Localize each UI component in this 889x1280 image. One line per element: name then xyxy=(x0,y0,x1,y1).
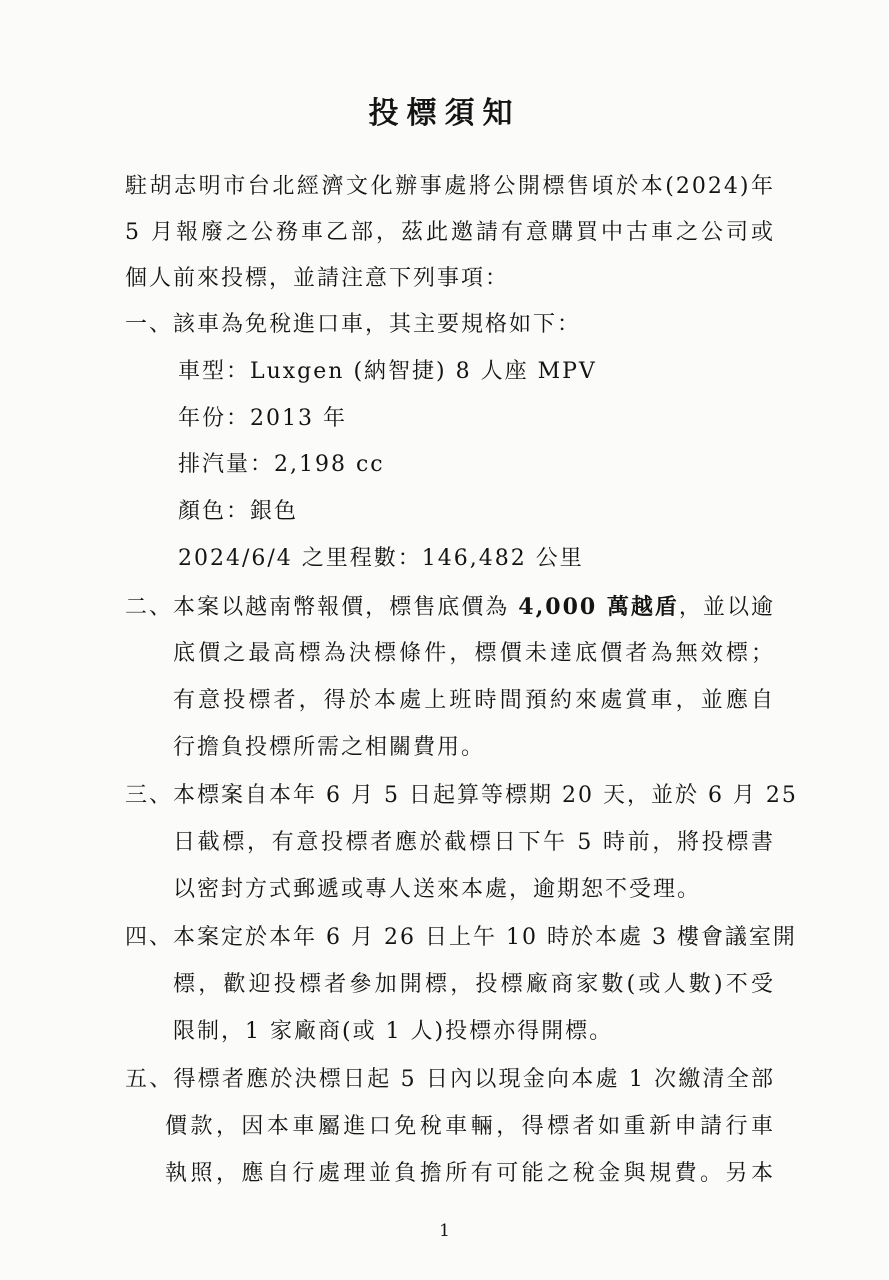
item-2-line-1 xyxy=(125,592,775,623)
spec-year: 年份：2013 年 xyxy=(178,406,347,431)
spec-mileage: 2024/6/4 之里程數：146,482 公里 xyxy=(178,546,584,571)
item-3-line-1: 三、本標案自本年 6 月 5 日起算等標期 20 天，並於 6 月 25 xyxy=(125,783,798,808)
intro-line-3: 個人前來投標，並請注意下列事項： xyxy=(125,266,510,291)
spec-model: 車型：Luxgen (納智捷) 8 人座 MPV xyxy=(178,359,597,384)
intro-line-2: 5 月報廢之公務車乙部，茲此邀請有意購買中古車之公司或 xyxy=(125,220,775,245)
item-3-line-2: 日截標，有意投標者應於截標日下午 5 時前，將投標書 xyxy=(173,830,775,855)
item-2-line-4: 行擔負投標所需之相關費用。 xyxy=(173,735,486,760)
item-2-pre: 二、本案以越南幣報價，標售底價為 xyxy=(125,595,519,620)
item-5-line-2: 價款，因本車屬進口免稅車輛，得標者如重新申請行車 xyxy=(165,1114,775,1139)
item-2-line-3: 有意投標者，得於本處上班時間預約來處賞車，並應自 xyxy=(173,688,775,713)
item-1-heading: 一、該車為免稅進口車，其主要規格如下： xyxy=(125,312,582,337)
item-5-line-3: 執照，應自行處理並負擔所有可能之稅金與規費。另本 xyxy=(165,1161,775,1186)
page-number: 1 xyxy=(439,1221,450,1241)
item-5-line-1: 五、得標者應於決標日起 5 日內以現金向本處 1 次繳清全部 xyxy=(125,1067,775,1092)
item-4-line-3: 限制，1 家廠商(或 1 人)投標亦得開標。 xyxy=(173,1019,614,1044)
intro-line-1: 駐胡志明市台北經濟文化辦事處將公開標售頃於本(2024)年 xyxy=(125,174,775,199)
item-3-line-3: 以密封方式郵遞或專人送來本處，逾期恕不受理。 xyxy=(173,877,702,902)
item-4-line-2: 標，歡迎投標者參加開標，投標廠商家數(或人數)不受 xyxy=(173,972,775,997)
spec-color: 顏色：銀色 xyxy=(178,499,299,524)
document-title: 投標須知 xyxy=(368,96,521,131)
spec-displacement: 排汽量：2,198 cc xyxy=(178,452,385,477)
item-2-post: ，並以逾 xyxy=(678,595,775,620)
item-2-line-2: 底價之最高標為決標條件，標價未達底價者為無效標； xyxy=(173,641,775,666)
item-2-reserve-price: 4,000 萬越盾 xyxy=(518,594,679,620)
item-4-line-1: 四、本案定於本年 6 月 26 日上午 10 時於本處 3 樓會議室開 xyxy=(125,925,797,950)
